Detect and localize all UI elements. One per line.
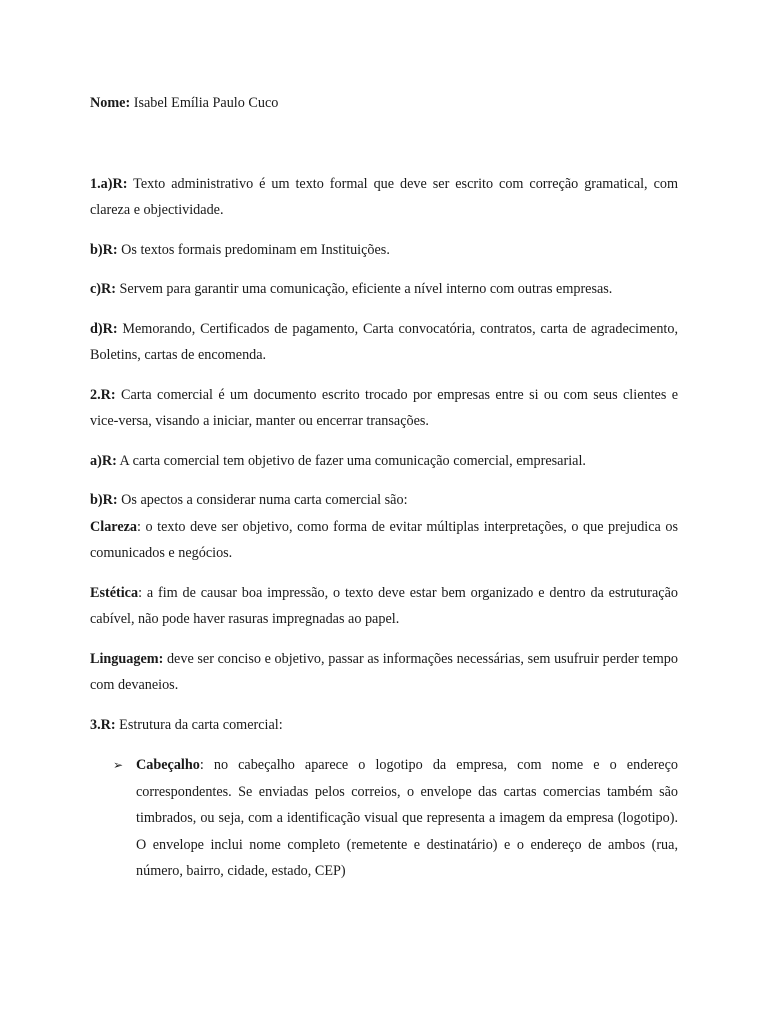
answer-1a-label: 1.a)R: [90,175,128,192]
answer-2a [90,448,678,475]
name-label: Nome: [90,95,131,111]
estetica-label: Estética [90,584,139,601]
cabecalho-label: Cabeçalho [136,757,200,773]
answer-2b-label: b)R: [90,492,118,508]
name-line [90,90,678,117]
cabecalho-text: : no cabeçalho aparece o logotipo da empresa, com nome e o endereço correspondentes. Se enviadas pelos correios, o envelope das cartas comercias também são timbrados, ou seja, com a identificação visual que representa a imagem da empresa (logotipo). O envelope inclui nome completo (remetente e destinatário) e o endereço de ambos (rua, número, bairro, cidade, estado, CEP) [136,757,678,879]
answer-2 [90,382,678,435]
linguagem-text: deve ser conciso e objetivo, passar as informações necessárias, sem usufruir perder tempo com devaneios. [90,650,678,693]
answer-2b-text: Os apectos a considerar numa carta comercial são: [117,492,408,508]
bullet-item-cabecalho [90,752,678,885]
answer-2b [90,487,678,514]
answer-1a-text: Texto administrativo é um texto formal que deve ser escrito com correção gramatical, com clareza e objectividade. [90,175,678,218]
answer-3-text: Estrutura da carta comercial: [115,716,283,733]
answer-1b [90,237,678,264]
answer-1d [90,316,678,369]
answer-1d-text: Memorando, Certificados de pagamento, Carta convocatória, contratos, carta de agradecimento, Boletins, cartas de encomenda. [90,320,678,363]
arrow-bullet-icon: ➢ [113,758,124,772]
cabecalho-paragraph [136,752,678,885]
answer-2-label: 2.R: [90,386,116,403]
document-page [90,90,678,885]
estetica-item [90,580,678,633]
linguagem-label: Linguagem: [90,650,164,667]
answer-3 [90,712,678,739]
answer-1c-text: Servem para garantir uma comunicação, eficiente a nível interno com outras empresas. [116,281,613,297]
answer-2a-label: a)R: [90,452,117,469]
answer-2a-text: A carta comercial tem objetivo de fazer uma comunicação comercial, empresarial. [116,452,586,469]
clareza-item [90,514,678,567]
answer-1c-label: c)R: [90,281,116,297]
linguagem-item [90,646,678,699]
name-value: Isabel Emília Paulo Cuco [130,95,279,111]
clareza-label: Clareza [90,518,138,535]
answer-1b-text: Os textos formais predominam em Instituições. [117,241,390,258]
answer-1a [90,171,678,224]
estetica-text: : a fim de causar boa impressão, o texto deve estar bem organizado e dentro da estruturação cabível, não pode haver rasuras impregnadas ao papel. [90,584,678,627]
answer-2-text: Carta comercial é um documento escrito trocado por empresas entre si ou com seus clientes e vice-versa, visando a iniciar, manter ou encerrar transações. [90,386,678,429]
answer-1c [90,276,678,303]
answer-1d-label: d)R: [90,320,118,337]
clareza-text: : o texto deve ser objetivo, como forma de evitar múltiplas interpretações, o que prejudica os comunicados e negócios. [90,518,678,561]
answer-1b-label: b)R: [90,241,118,258]
answer-3-label: 3.R: [90,716,116,733]
